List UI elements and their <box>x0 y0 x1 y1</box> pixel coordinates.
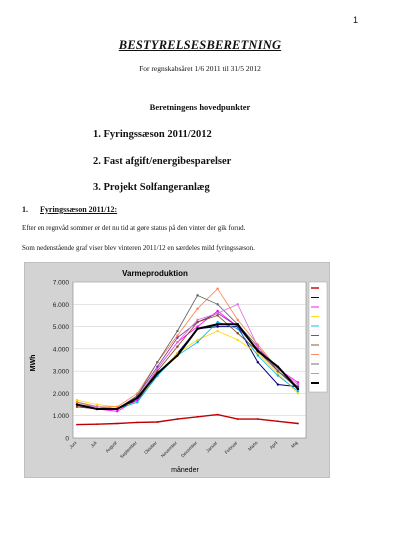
data-point <box>277 365 279 367</box>
highlight-item <box>93 156 231 167</box>
data-point <box>257 354 259 356</box>
chart-title: Varmeproduktion <box>122 269 188 278</box>
highlight-text: Fast afgift/energibesparelser <box>103 156 232 167</box>
data-point <box>116 423 118 425</box>
page-number: 1 <box>352 15 358 25</box>
section-number: 1. <box>22 205 28 214</box>
data-point <box>196 341 198 343</box>
data-point <box>176 354 178 356</box>
x-axis-ticks <box>68 440 298 460</box>
data-point <box>216 287 218 289</box>
data-point <box>216 321 218 323</box>
data-point <box>156 372 158 374</box>
highlight-item <box>93 182 210 193</box>
data-point <box>76 406 78 408</box>
highlights-heading: Beretningens hovedpunkter <box>149 102 251 112</box>
y-tick-label: 5.000 <box>52 324 69 332</box>
y-tick-label: 3.000 <box>52 368 69 376</box>
data-point <box>257 418 259 420</box>
data-point <box>177 418 179 420</box>
data-point <box>257 361 259 363</box>
data-point <box>216 330 218 332</box>
data-point <box>76 403 78 405</box>
highlight-number: 2. <box>93 156 101 167</box>
data-point <box>237 332 239 334</box>
y-axis-label: MWh <box>30 354 37 372</box>
data-point <box>76 424 78 426</box>
data-point <box>297 423 299 425</box>
data-point <box>297 390 299 392</box>
data-point <box>297 392 299 394</box>
x-tick-label: Maj <box>289 440 299 449</box>
y-tick-label: 7.000 <box>52 279 69 287</box>
y-tick-label: 2.000 <box>52 390 69 398</box>
data-point <box>96 403 98 405</box>
heat-production-chart <box>24 262 330 478</box>
data-point <box>196 294 198 296</box>
data-point <box>237 339 239 341</box>
data-point <box>237 319 239 321</box>
data-point <box>216 325 218 327</box>
x-axis-label: måneder <box>171 467 199 474</box>
report-subtitle: For regnskabsåret 1/6 2011 til 31/5 2012 <box>139 64 261 73</box>
data-point <box>216 312 218 314</box>
legend-box <box>309 282 327 392</box>
data-point <box>196 328 198 330</box>
data-point <box>196 308 198 310</box>
data-point <box>156 421 158 423</box>
x-tick-label: Januar <box>205 440 219 454</box>
data-point <box>237 418 239 420</box>
data-point <box>277 374 279 376</box>
x-tick-label: December <box>180 440 199 459</box>
x-tick-label: Juli <box>89 440 98 449</box>
data-point <box>297 388 299 390</box>
data-point <box>237 303 239 305</box>
report-title: BESTYRELSESBERETNING <box>118 38 282 52</box>
data-point <box>216 303 218 305</box>
data-point <box>196 325 198 327</box>
highlight-number: 1. <box>93 129 101 140</box>
data-point <box>216 314 218 316</box>
y-axis-ticks <box>53 280 70 443</box>
data-point <box>196 319 198 321</box>
data-point <box>136 422 138 424</box>
data-point <box>156 368 158 370</box>
paragraph: Efter en regnvåd sommer er det nu tid at gøre status på den vinter der gik forud. <box>22 224 246 232</box>
y-tick-label: 0 <box>65 435 69 443</box>
data-point <box>116 410 118 412</box>
data-point <box>176 334 178 336</box>
x-tick-label: September <box>118 440 138 460</box>
data-point <box>96 408 98 410</box>
x-tick-label: Februar <box>223 440 239 455</box>
highlight-item <box>93 129 212 140</box>
x-tick-label: August <box>104 440 118 454</box>
x-tick-label: April <box>268 440 279 451</box>
section-title: Fyringssæson 2011/12: <box>40 205 118 214</box>
data-point <box>277 370 279 372</box>
highlight-text: Fyringssæson 2011/2012 <box>103 129 212 140</box>
data-point <box>257 345 259 347</box>
y-tick-label: 1.000 <box>52 413 69 421</box>
data-point <box>96 423 98 425</box>
data-point <box>297 383 299 385</box>
highlight-number: 3. <box>93 182 101 193</box>
data-point <box>116 408 118 410</box>
chart-canvas <box>25 263 329 477</box>
data-point <box>257 350 259 352</box>
data-point <box>277 383 279 385</box>
data-point <box>96 406 98 408</box>
data-point <box>76 401 78 403</box>
data-point <box>197 416 199 418</box>
data-point <box>176 345 178 347</box>
x-tick-label: Oktober <box>143 440 159 456</box>
paragraph: Som nedenstående graf viser blev vinteren 2011/12 en særdeles mild fyringssæson. <box>22 244 255 252</box>
data-point <box>136 401 138 403</box>
data-point <box>217 414 219 416</box>
y-tick-label: 4.000 <box>52 346 69 354</box>
data-point <box>176 330 178 332</box>
y-tick-label: 6.000 <box>52 301 69 309</box>
data-point <box>297 381 299 383</box>
x-tick-label: November <box>159 440 179 459</box>
data-point <box>176 341 178 343</box>
x-tick-label: Juni <box>68 440 78 450</box>
data-point <box>156 361 158 363</box>
data-point <box>136 397 138 399</box>
data-point <box>216 310 218 312</box>
data-point <box>237 323 239 325</box>
data-point <box>216 323 218 325</box>
section-heading <box>22 205 117 214</box>
x-tick-label: Marts <box>247 440 259 452</box>
data-point <box>76 399 78 401</box>
highlight-text: Projekt Solfangeranlæg <box>103 182 210 193</box>
data-point <box>277 420 279 422</box>
